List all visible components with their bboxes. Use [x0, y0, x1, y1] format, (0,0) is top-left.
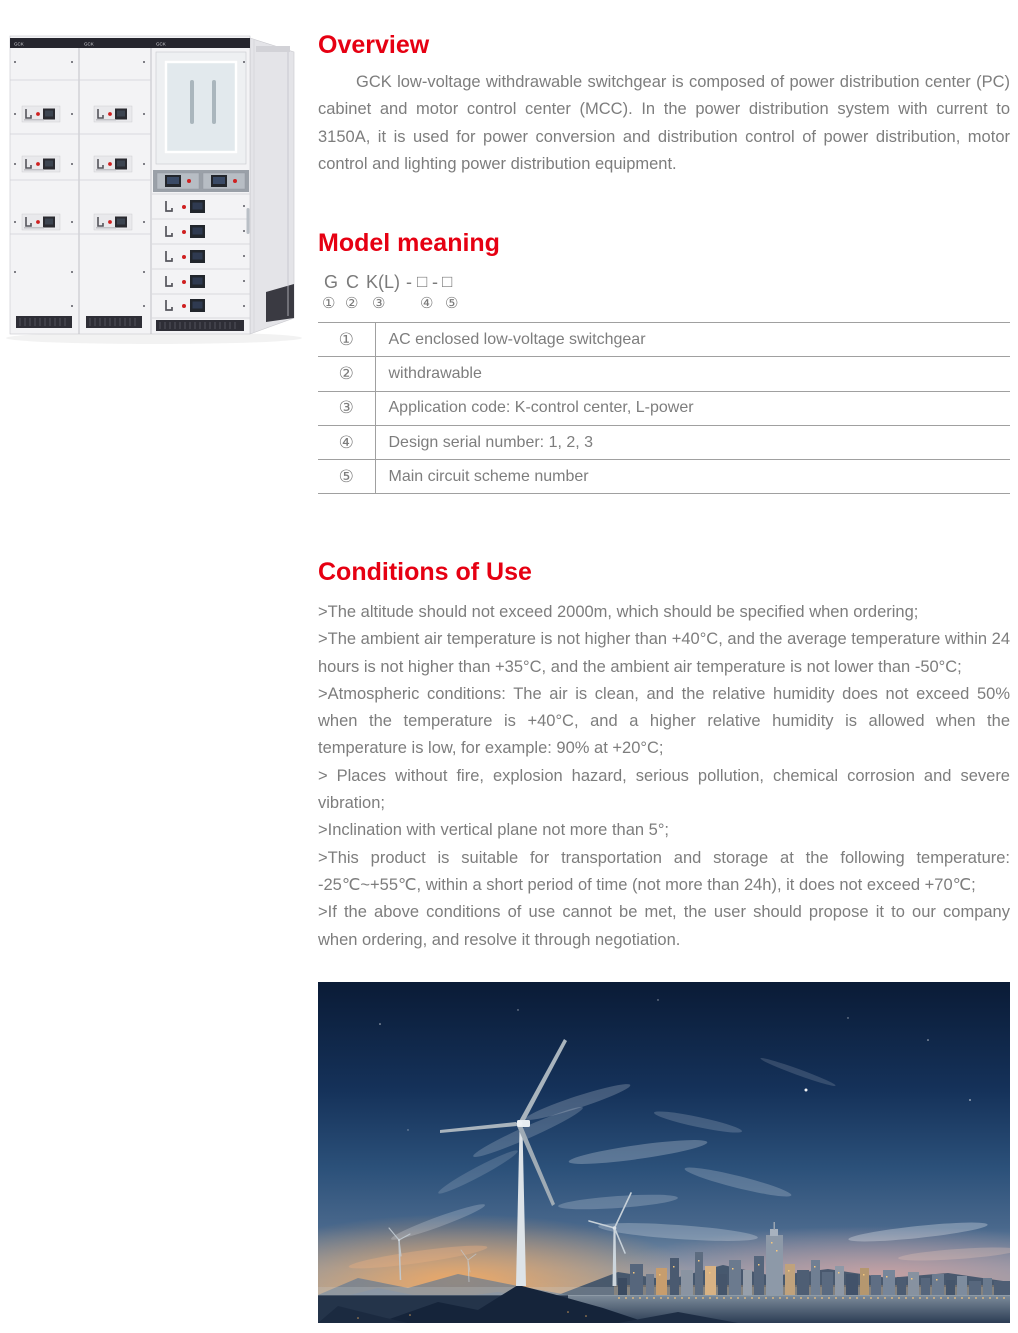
condition-item: >The ambient air temperature is not higher than +40°C, and the average temperature within 24 hours is not higher than +35°C, and the ambient air temperature is not lower than -50°C; [318, 630, 1010, 676]
conditions-title: Conditions of Use [318, 558, 532, 586]
condition-item: >Atmospheric conditions: The air is clean, and the relative humidity does not exceed 50% when the temperature is +40°C, and a higher relative humidity is allowed when the temperature is low, for example: 90% at +20°C; [318, 684, 1010, 758]
table-row [318, 391, 1010, 425]
condition-item: >The altitude should not exceed 2000m, which should be specified when ordering; [318, 603, 919, 621]
wind-farm-photo [318, 982, 1010, 1323]
model-code-number-2: ② [345, 295, 359, 312]
cabinet-brand-label-1: GCK [14, 41, 24, 47]
model-code-dash-2: - [432, 272, 438, 292]
model-code-number-5: ⑤ [445, 295, 459, 312]
row-number: ⑤ [318, 460, 375, 494]
model-meaning-table [318, 322, 1010, 494]
row-number: ① [318, 323, 375, 357]
condition-item: >If the above conditions of use cannot be met, the user should propose it to our company when ordering, and resolve it through negotiation. [318, 903, 1010, 949]
model-code-number-4: ④ [420, 295, 434, 312]
row-description: withdrawable [375, 357, 1010, 391]
model-code-box-1: □ [417, 272, 428, 291]
condition-item: >Inclination with vertical plane not more than 5°; [318, 821, 670, 840]
table-row [318, 323, 1010, 357]
row-description: Design serial number: 1, 2, 3 [375, 425, 1010, 459]
row-description: AC enclosed low-voltage switchgear [375, 323, 1010, 357]
model-code-number-1: ① [322, 295, 336, 312]
model-code-letter-KL: K(L) [366, 272, 401, 292]
cabinet-brand-label-2: GCK [84, 41, 94, 47]
switchgear-product-image [4, 22, 302, 346]
cabinet-illustration-svg [4, 22, 302, 346]
model-code-letter-G: G [324, 272, 339, 292]
table-row [318, 425, 1010, 459]
cabinet-brand-label-3: GCK [156, 41, 166, 47]
row-number: ② [318, 357, 375, 391]
table-row [318, 357, 1010, 391]
model-code-letter-C: C [346, 272, 359, 292]
table-row [318, 460, 1010, 494]
row-description: Main circuit scheme number [375, 460, 1010, 494]
model-code-diagram [318, 272, 568, 316]
conditions-list [318, 599, 1010, 954]
model-code-number-3: ③ [372, 295, 386, 312]
model-meaning-title: Model meaning [318, 229, 500, 257]
model-code-box-2: □ [442, 272, 453, 291]
row-number: ④ [318, 425, 375, 459]
overview-body: GCK low-voltage withdrawable switchgear is composed of power distribution center (PC) cabinet and motor control center (MCC). In the power distribution system with current to 3150A, it is used for power conversion and distribution control of power distribution, motor control and lighting power distribution equipment. [318, 73, 1010, 173]
model-code-dash-1: - [406, 272, 412, 292]
row-number: ③ [318, 391, 375, 425]
cabinet-window-panel [166, 62, 236, 152]
condition-item: >This product is suitable for transportation and storage at the following temperature: -25℃~+55℃, within a short period of time (not more than 24h), it does not exceed +70℃; [318, 848, 1010, 894]
row-description: Application code: K-control center, L-power [375, 391, 1010, 425]
condition-item: > Places without fire, explosion hazard, serious pollution, chemical corrosion and severe vibration; [318, 766, 1010, 813]
wind-farm-scene-svg [318, 982, 1010, 1323]
overview-title: Overview [318, 31, 430, 59]
